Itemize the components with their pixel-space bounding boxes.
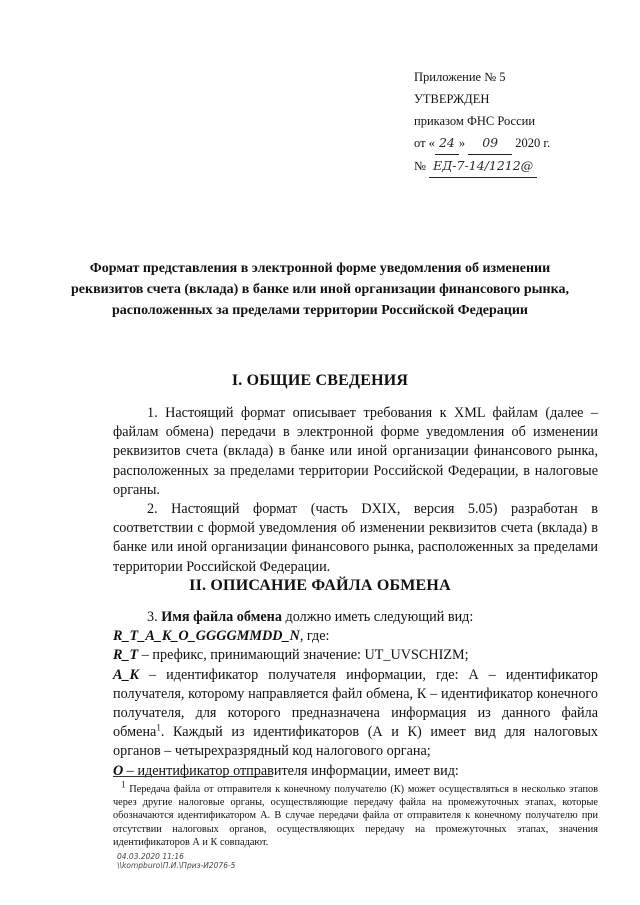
footnote	[113, 779, 598, 849]
footnote-ref: 1	[156, 722, 161, 733]
approved-label: УТВЕРЖДЕН	[414, 92, 490, 106]
handwritten-number: ЕД-7-14/1212@	[429, 155, 537, 178]
section-1-heading: I. ОБЩИЕ СВЕДЕНИЯ	[231, 372, 409, 389]
handwritten-month: 09	[468, 132, 512, 155]
footnote-text: Передача файла от отправителя к конечному получателю (К) может осуществляться в несколько этапов через другие налоговые органы, осуществляющие передачу файла на промежуточных этапах, которые обозначаются идентификатором А. В случае передачи файла от отправителя к конечному получателю при отсутствии налоговых органов, осуществляющих передачу на промежуточных этапах, значения идентификаторов А и К совпадают.	[113, 784, 598, 848]
section-2-heading: II. ОПИСАНИЕ ФАЙЛА ОБМЕНА	[189, 577, 451, 594]
footnote-divider	[113, 776, 273, 777]
section-2-body	[113, 608, 598, 781]
handwritten-day: 24	[435, 132, 459, 155]
paragraph-1: 1. Настоящий формат описывает требования к XML файлам (далее – файлам обмена) передачи в электронной форме уведомления об изменении реквизитов счета (вклада) в банке или иной организации финансового рынка, расположенных за пределами территории Российской Федерации, в налоговые органы.	[113, 405, 598, 498]
approval-header	[414, 66, 550, 178]
definition-rt: R_T – префикс, принимающий значение: UT_UVSCHIZM;	[113, 647, 469, 664]
file-name-pattern: R_T_A_K_O_GGGGMMDD_N, где:	[113, 628, 330, 645]
section-1-body	[113, 404, 598, 577]
appendix-label: Приложение № 5	[414, 70, 506, 84]
footnote-mark: 1	[121, 779, 126, 790]
definition-ak: A_K – идентификатор получателя информации, где: А – идентификатор получателя, которому направляется файл обмена, К – идентификатор конечного получателя, для которого предназначена информация из данного файла обмена$^1$. Каждый из идентификаторов (А и К) имеет вид для налоговых органов – четырехразрядный код налогового органа;	[113, 666, 598, 760]
file-name-term: Имя файла обмена	[161, 609, 282, 625]
order-number: № ЕД-7-14/1212@	[414, 155, 550, 178]
order-label: приказом ФНС России	[414, 114, 536, 128]
print-timestamp: 04.03.2020 11:16	[117, 852, 184, 861]
paragraph-3: 3. Имя файла обмена должно иметь следующий вид:	[147, 609, 474, 625]
definition-o: O – идентификатор отправителя информации, имеет вид:	[113, 762, 459, 779]
print-stamp	[117, 852, 235, 870]
order-date: от « 24 » 09 2020 г.	[414, 132, 550, 155]
print-path: \\kompburo\П.И.\Приз-И2076-5	[117, 861, 236, 870]
paragraph-2: 2. Настоящий формат (часть DXIX, версия 5.05) разработан в соответствии с формой уведомления об изменении реквизитов счета (вклада) в банке или иной организации финансового рынка, расположенных за пределами территории Российской Федерации.	[113, 501, 598, 575]
document-title: Формат представления в электронной форме уведомления об изменении реквизитов счета (вклада) в банке или иной организации финансового рынка, расположенных за пределами территории Российской Федерации	[71, 261, 569, 318]
